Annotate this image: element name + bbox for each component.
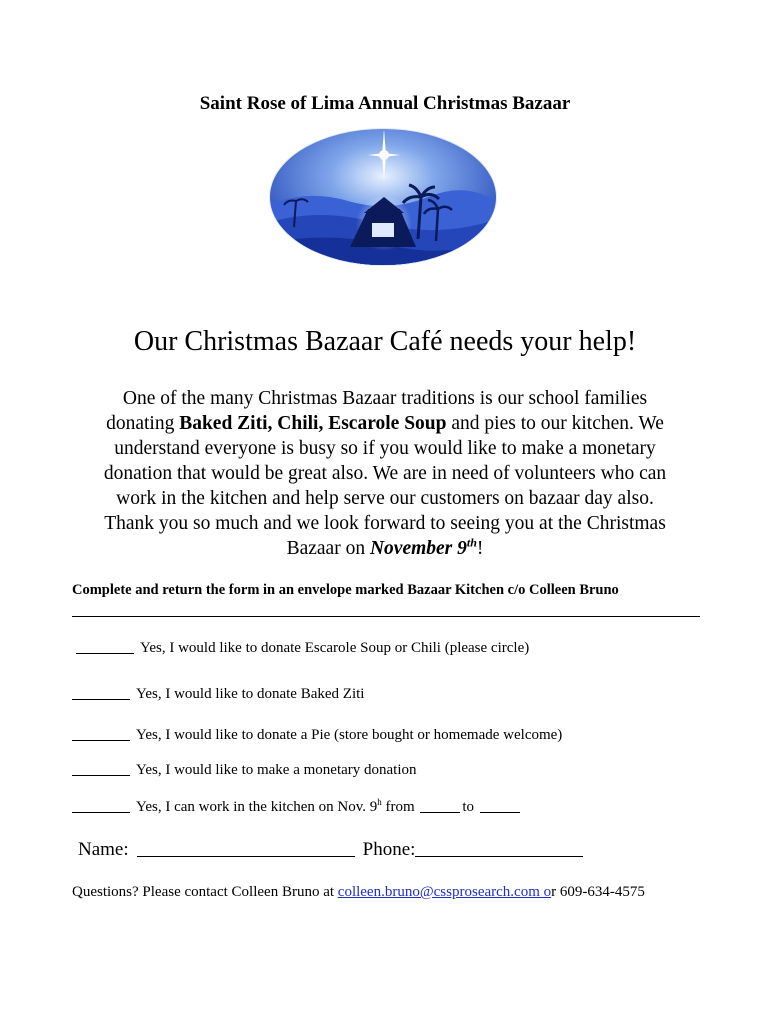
- nativity-illustration: [268, 127, 498, 267]
- blank-field[interactable]: [72, 812, 130, 813]
- to-time-field[interactable]: [480, 812, 520, 813]
- return-instructions: Complete and return the form in an envelope marked Bazaar Kitchen c/o Colleen Bruno: [72, 582, 619, 598]
- blank-field[interactable]: [72, 699, 130, 700]
- option-monetary[interactable]: Yes, I would like to make a monetary donation: [72, 762, 417, 779]
- name-field[interactable]: [137, 856, 355, 857]
- option-ziti[interactable]: Yes, I would like to donate Baked Ziti: [72, 686, 364, 703]
- blank-field[interactable]: [76, 653, 134, 654]
- from-time-field[interactable]: [420, 812, 460, 813]
- phone-label: Phone:: [362, 839, 416, 860]
- headline: Our Christmas Bazaar Café needs your help!: [133, 326, 637, 357]
- body-paragraph: One of the many Christmas Bazaar traditions is our school families donating Baked Ziti, Chili, Escarole Soup and pies to our kitchen. We understand everyone is busy so if you would like to make a monetary donation that would be great also. We are in need of volunteers who can work in the kitchen and help serve our customers on bazaar day also. Thank you so much and we look forward to seeing you at the Christmas Bazaar on November 9th!: [103, 388, 667, 559]
- questions-contact: Questions? Please contact Colleen Bruno at colleen.bruno@cssprosearch.com or 609-634-4575: [72, 884, 645, 900]
- option-soup[interactable]: Yes, I would like to donate Escarole Soup or Chili (please circle): [76, 640, 529, 657]
- page-title: Saint Rose of Lima Annual Christmas Bazaar: [199, 93, 571, 114]
- divider: [72, 616, 700, 617]
- phone-field[interactable]: [415, 856, 583, 857]
- blank-field[interactable]: [72, 775, 130, 776]
- contact-info-row: [78, 839, 583, 861]
- email-link[interactable]: colleen.bruno@cssprosearch.com o: [337, 884, 552, 900]
- option-pie[interactable]: Yes, I would like to donate a Pie (store bought or homemade welcome): [72, 727, 562, 744]
- option-kitchen[interactable]: Yes, I can work in the kitchen on Nov. 9$^h$ from to: [72, 797, 522, 816]
- blank-field[interactable]: [72, 740, 130, 741]
- name-label: Name:: [78, 839, 129, 860]
